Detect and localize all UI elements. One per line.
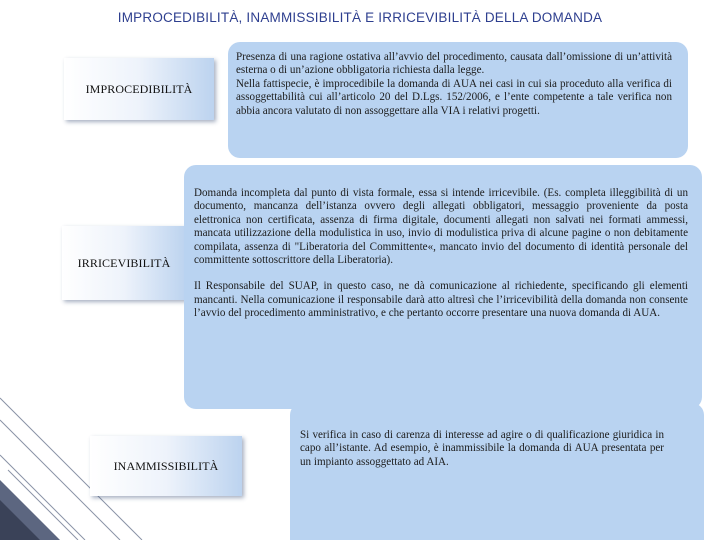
improcedibilita-paragraph-1: Presenza di una ragione ostativa all’avvio del procedimento, causata dall’omissione di un’attività esterna o di un’azione obbligatoria richiesta dalla legge.	[236, 51, 672, 77]
label-irricevibilita-text: IRRICEVIBILITÀ	[77, 255, 171, 270]
panel-improcedibilita	[228, 42, 688, 158]
irricevibilita-paragraph-1: Domanda incompleta dal punto di vista formale, essa si intende irricevibile. (Es. completa illeggibilità di un documento, mancanza dell’istanza ovvero degli allegati obbligatori, messaggio proveniente da posta elettronica non certificata, assenza di firma digitale, documenti allegati non salvati nei formati ammessi, mancata utilizzazione della modulistica in uso, invio di modulistica priva di alcune pagine o non debitamente compilata, assenza di "Liberatoria del Committente«, mancato invio del documento di identità personale del committente sottoscrittore della Liberatoria).	[194, 187, 688, 267]
label-irricevibilita	[62, 226, 186, 300]
label-improcedibilita	[64, 58, 214, 120]
panel-inammissibilita	[290, 403, 704, 540]
panel-irricevibilita	[184, 165, 702, 409]
improcedibilita-paragraph-2: Nella fattispecie, è improcedibile la domanda di AUA nei casi in cui sia proceduto alla verifica di assoggettabilità cui all’articolo 20 del D.Lgs. 152/2006, e l’ente competente a tale verifica non abbia ancora valutato di non assoggettare alla VIA i relativi progetti.	[236, 77, 672, 117]
irricevibilita-paragraph-2: Il Responsabile del SUAP, in questo caso, ne dà comunicazione al richiedente, specificando gli elementi mancanti. Nella comunicazione il responsabile darà atto altresì che l’irricevibilità della domanda non consente l’avvio del procedimento amministrativo, e che pertanto occorre presentare una nuova domanda di AUA.	[194, 280, 688, 320]
label-improcedibilita-text: IMPROCEDIBILITÀ	[85, 81, 193, 96]
slide-title: IMPROCEDIBILITÀ, INAMMISSIBILITÀ E IRRICEVIBILITÀ DELLA DOMANDA	[117, 10, 603, 25]
inammissibilita-paragraph-1: Si verifica in caso di carenza di interesse ad agire o di qualificazione giuridica in capo all’istante. Ad esempio, è inammissibile la domanda di AUA presentata per un impianto assoggettato ad AIA.	[300, 429, 664, 468]
label-inammissibilita	[90, 436, 242, 496]
label-inammissibilita-text: INAMMISSIBILITÀ	[113, 458, 219, 473]
